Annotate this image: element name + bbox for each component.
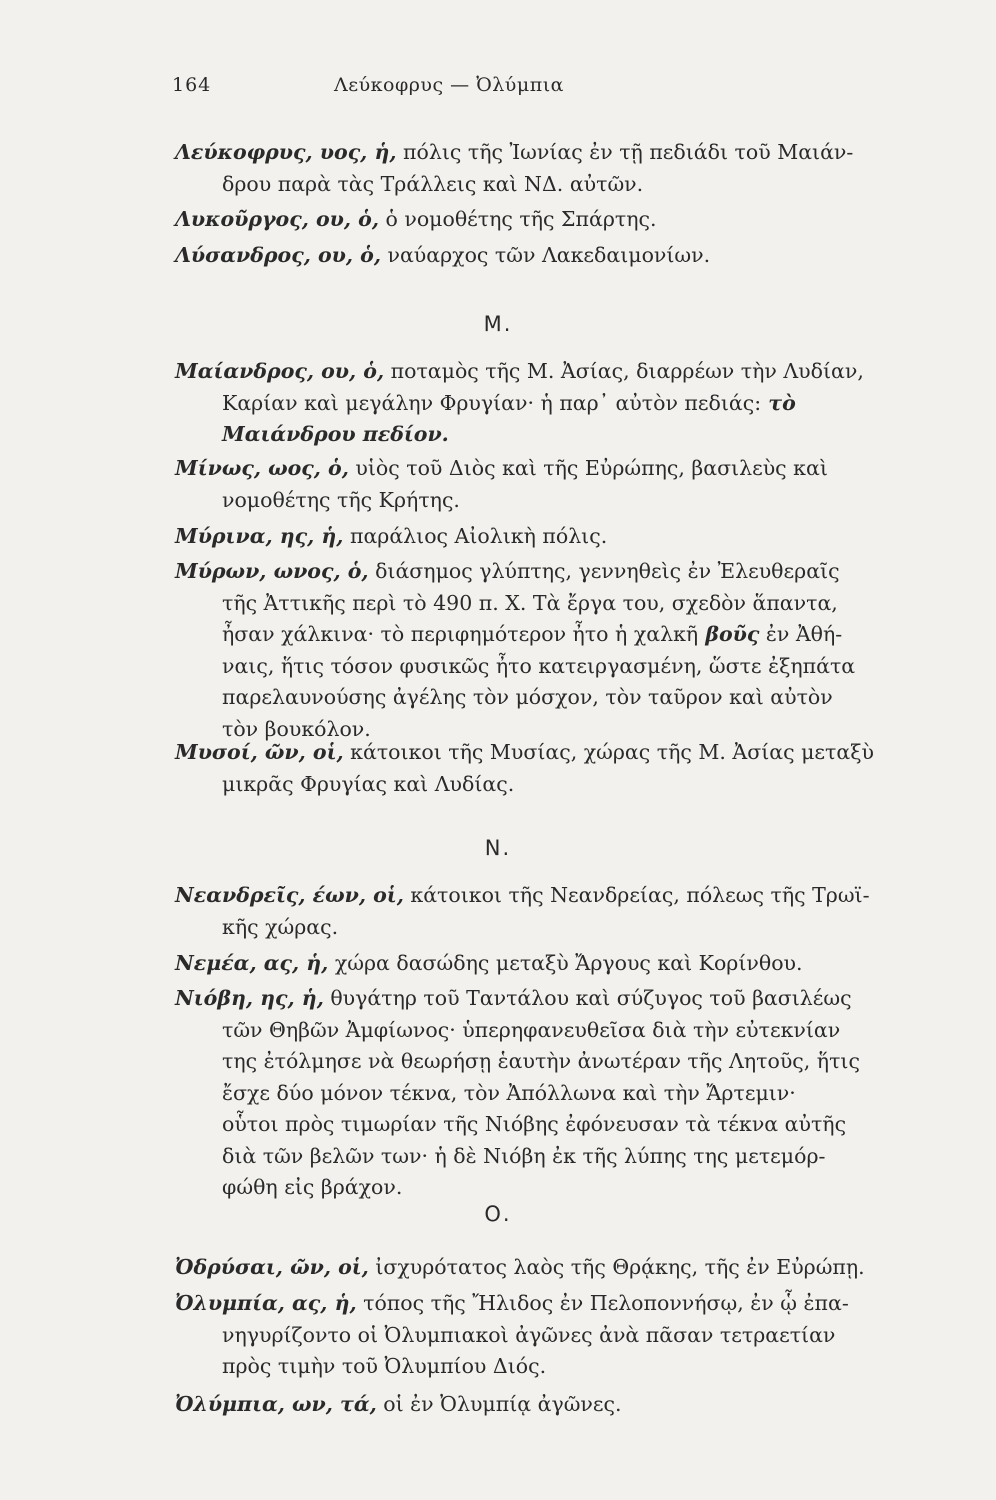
headword: Νεανδρεῖς, έων, οἱ,	[175, 883, 404, 907]
section-letter-n: Ν.	[484, 836, 512, 860]
headword: Μυσοί, ῶν, οἱ,	[175, 740, 344, 764]
headword: Λεύκοφρυς, υος, ἡ,	[175, 140, 397, 164]
definition-line: υἱὸς τοῦ Διὸς καὶ τῆς Εὐρώπης, βασιλεὺς καὶ	[348, 456, 828, 480]
headword: Λυκοῦργος, ου, ὁ,	[175, 207, 379, 231]
headword: Μαίανδρος, ου, ὁ,	[175, 359, 385, 383]
definition-line: παρελαυνούσης ἀγέλης τὸν μόσχον, τὸν ταῦρον καὶ αὐτὸν	[222, 685, 833, 709]
definition-line: θυγάτηρ τοῦ Ταντάλου καὶ σύζυγος τοῦ βασιλέως	[323, 986, 852, 1010]
entry-olympia-place	[175, 1288, 960, 1383]
bold-term: βοῦς	[698, 622, 760, 646]
entry-myron	[175, 556, 960, 745]
entry-leukophrys	[175, 137, 960, 200]
definition-line: τόπος τῆς Ἤλιδος ἐν Πελοποννήσῳ, ἐν ᾧ ἐπα-	[356, 1291, 849, 1315]
italic-phrase: Μαιάνδρου πεδίον.	[222, 422, 449, 446]
headword: Ὀλυμπία, ας, ἡ,	[175, 1291, 357, 1315]
headword: Μύρινα, ης, ἡ,	[175, 524, 344, 548]
headword: Ὀδρύσαι, ῶν, οἱ,	[175, 1255, 369, 1279]
definition-line: δρου παρὰ τὰς Τράλλεις καὶ ΝΔ. αὐτῶν.	[222, 171, 644, 196]
page-number: 164	[172, 74, 212, 96]
definition-line: διάσημος γλύπτης, γεννηθεὶς ἐν Ἐλευθεραῖς	[368, 559, 840, 583]
definition-line: μικρᾶς Φρυγίας καὶ Λυδίας.	[222, 771, 515, 796]
entry-myrina	[175, 521, 960, 553]
definition-line: ἐν Ἀθή-	[759, 622, 843, 646]
definition-line: ἰσχυρότατος λαὸς τῆς Θρᾴκης, τῆς ἐν Εὐρώπῃ.	[368, 1255, 865, 1279]
entry-mysoi	[175, 737, 960, 800]
page-header	[172, 74, 726, 104]
definition-line: οὗτοι πρὸς τιμωρίαν τῆς Νιόβης ἐφόνευσαν τὰ τέκνα αὐτῆς	[222, 1112, 847, 1136]
definition-line: χώρα δασώδης μεταξὺ Ἄργους καὶ Κορίνθου.	[328, 951, 803, 975]
definition-line: πρὸς τιμὴν τοῦ Ὀλυμπίου Διός.	[222, 1354, 547, 1378]
headword: Λύσανδρος, ου, ὁ,	[175, 243, 381, 267]
definition-line: της ἐτόλμησε νὰ θεωρήσῃ ἑαυτὴν ἀνωτέραν τῆς Λητοῦς, ἥτις	[222, 1049, 860, 1073]
definition-line: οἱ ἐν Ὀλυμπίᾳ ἀγῶνες.	[376, 1392, 622, 1416]
headword: Νεμέα, ας, ἡ,	[175, 951, 329, 975]
italic-phrase: τὸ	[761, 390, 796, 415]
entry-neandreis	[175, 880, 960, 943]
definition-line: νομοθέτης τῆς Κρήτης.	[222, 487, 460, 512]
definition-line: φώθη εἰς βράχον.	[222, 1175, 403, 1199]
definition-line: ἦσαν χάλκινα· τὸ περιφημότερον ἦτο ἡ χαλκῆ	[222, 622, 699, 646]
running-head: Λεύκοφρυς — Ὀλύμπια	[334, 74, 564, 96]
definition-line: τῶν Θηβῶν Ἀμφίωνος· ὑπερηφανευθεῖσα διὰ τὴν εὐτεκνίαν	[222, 1017, 841, 1042]
definition-line: κάτοικοι τῆς Νεανδρείας, πόλεως τῆς Τρωϊ-	[403, 883, 870, 907]
definition-line: Καρίαν καὶ μεγάλην Φρυγίαν· ἡ παρ᾽ αὐτὸν πεδιάς:	[222, 390, 762, 415]
definition-line: ναύαρχος τῶν Λακεδαιμονίων.	[380, 243, 711, 267]
definition-line: πόλις τῆς Ἰωνίας ἐν τῇ πεδιάδι τοῦ Μαιάν-	[396, 140, 854, 164]
definition-line: νηγυρίζοντο οἱ Ὀλυμπιακοὶ ἀγῶνες ἀνὰ πᾶσαν τετραετίαν	[222, 1322, 836, 1347]
definition-line: ποταμὸς τῆς Μ. Ἀσίας, διαρρέων τὴν Λυδίαν,	[384, 359, 864, 383]
entry-olympia-games	[175, 1389, 960, 1421]
section-letter-m: Μ.	[483, 312, 513, 336]
headword: Μίνως, ωος, ὁ,	[175, 456, 349, 480]
entry-nemea	[175, 948, 960, 980]
entry-minos	[175, 453, 960, 516]
section-letter-o: Ο.	[484, 1202, 512, 1226]
definition-line: τὸν βουκόλον.	[222, 716, 371, 741]
definition-line: ναις, ἥτις τόσον φυσικῶς ἦτο κατειργασμένη, ὥστε ἐξηπάτα	[222, 653, 856, 678]
definition-line: τῆς Ἀττικῆς περὶ τὸ 490 π. Χ. Τὰ ἔργα του, σχεδὸν ἅπαντα,	[222, 590, 838, 615]
entry-lysandros	[175, 240, 960, 272]
definition-line: ἔσχε δύο μόνον τέκνα, τὸν Ἀπόλλωνα καὶ τὴν Ἄρτεμιν·	[222, 1080, 796, 1105]
definition-line: κῆς χώρας.	[222, 914, 339, 939]
entry-niobe	[175, 983, 960, 1204]
headword: Μύρων, ωνος, ὁ,	[175, 559, 369, 583]
definition-line: κάτοικοι τῆς Μυσίας, χώρας τῆς Μ. Ἀσίας μεταξὺ	[343, 740, 874, 764]
entry-odrysai	[175, 1252, 960, 1284]
headword: Νιόβη, ης, ἡ,	[175, 986, 324, 1010]
definition-line: ὁ νομοθέτης τῆς Σπάρτης.	[378, 207, 657, 231]
headword: Ὀλύμπια, ων, τά,	[175, 1392, 377, 1416]
definition-line: διὰ τῶν βελῶν των· ἡ δὲ Νιόβη ἐκ τῆς λύπης της μετεμόρ-	[222, 1143, 826, 1168]
definition-line: παράλιος Αἰολικὴ πόλις.	[343, 524, 608, 548]
entry-lykourgos	[175, 204, 960, 236]
entry-maiandros	[175, 356, 960, 451]
